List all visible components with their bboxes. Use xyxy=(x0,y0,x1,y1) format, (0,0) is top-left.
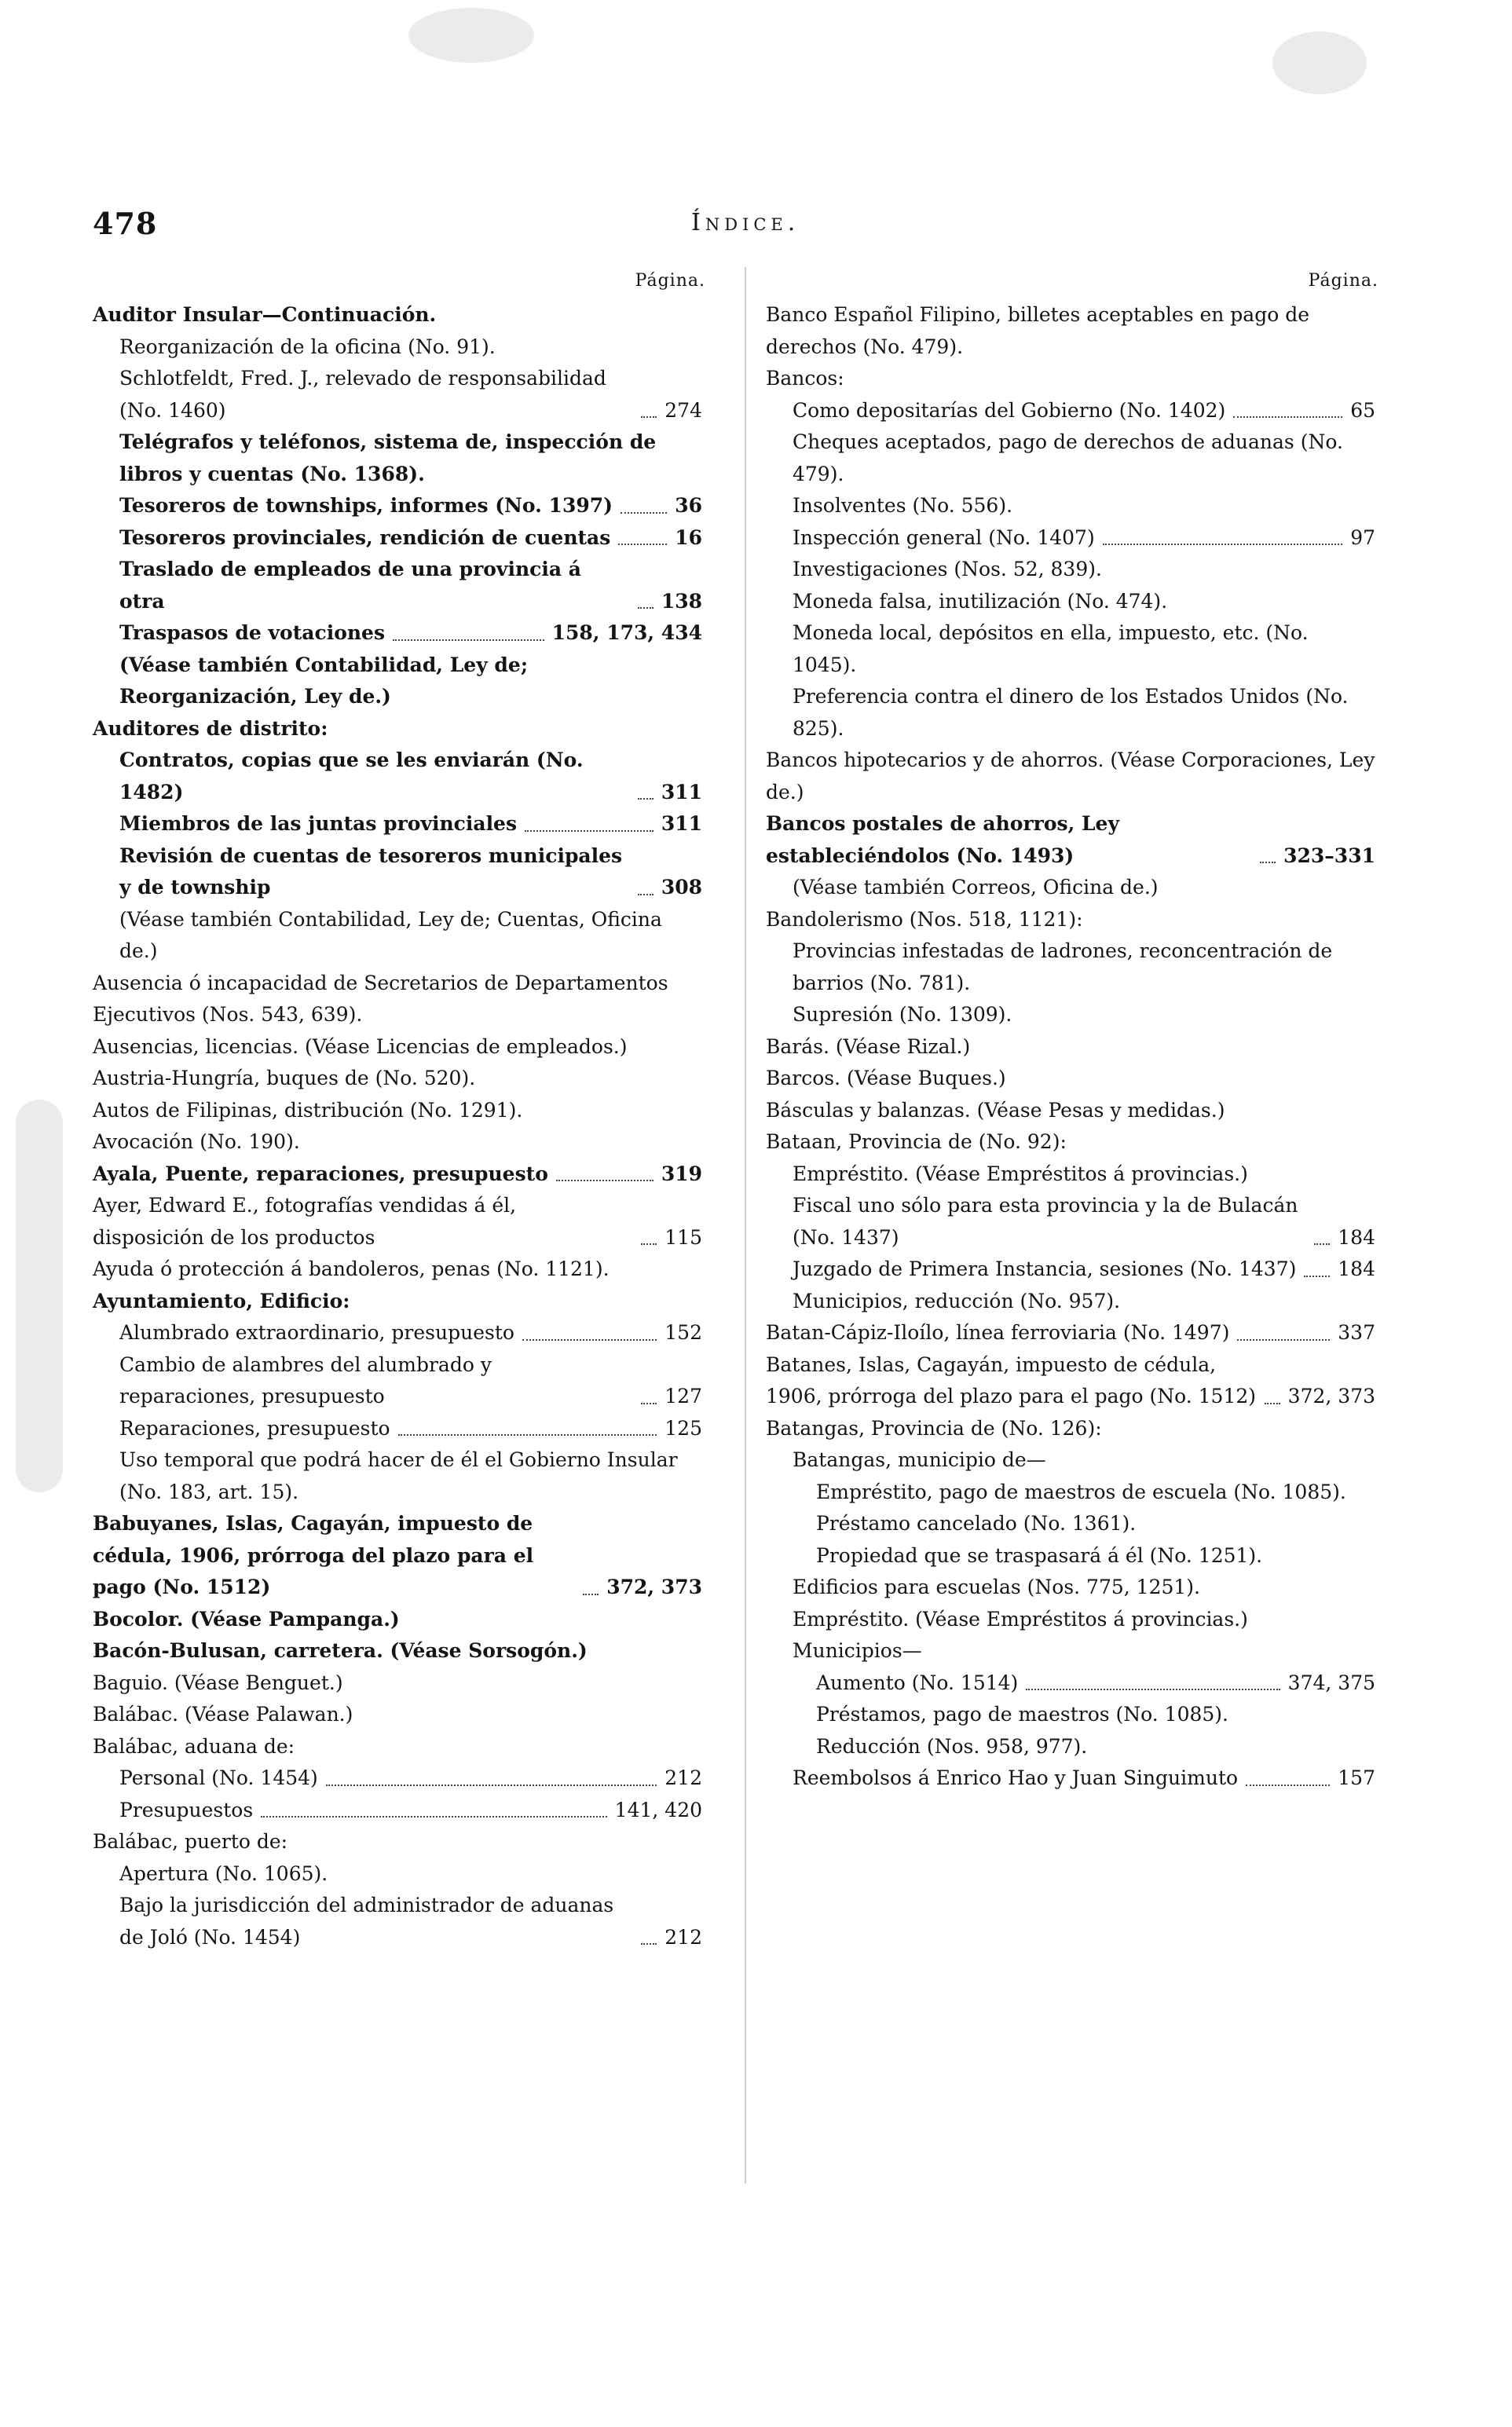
entry-page-number: 323–331 xyxy=(1283,844,1375,867)
index-entry xyxy=(766,1126,1378,1159)
entry-page-number: 152 xyxy=(664,1321,702,1344)
entry-text: (Véase también Correos, Oficina de.) xyxy=(793,876,1159,899)
index-entry xyxy=(93,1699,705,1731)
entry-text: Banco Español Filipino, billetes aceptables en pago de derechos (No. 479). xyxy=(766,303,1310,358)
entry-text: Supresión (No. 1309). xyxy=(793,1003,1012,1026)
index-entry xyxy=(766,745,1378,808)
entry-text: Tesoreros provinciales, rendición de cuentas xyxy=(119,525,611,549)
page-column-label: Página. xyxy=(1308,271,1378,291)
index-entry xyxy=(766,1731,1378,1763)
index-entry xyxy=(766,1190,1378,1254)
dot-leader xyxy=(1314,1243,1330,1245)
entry-text: Schlotfeldt, Fred. J., relevado de responsabilidad (No. 1460) xyxy=(119,367,606,422)
entry-text: Básculas y balanzas. (Véase Pesas y medidas.) xyxy=(766,1098,1225,1122)
entry-text: Ayuda ó protección á bandoleros, penas (No. 1121). xyxy=(93,1257,610,1280)
entry-text: Insolventes (No. 556). xyxy=(793,494,1013,517)
entry-text: Bandolerismo (Nos. 518, 1121): xyxy=(766,907,1083,931)
index-entry xyxy=(93,331,705,364)
dot-leader xyxy=(641,1943,657,1945)
index-entry xyxy=(766,1063,1378,1095)
entry-text: Batanes, Islas, Cagayán, impuesto de cédula, 1906, prórroga del plazo para el pago (No. 1512) xyxy=(766,1353,1257,1408)
index-entry xyxy=(766,1286,1378,1318)
index-entry xyxy=(766,1254,1378,1286)
entry-text: Ausencias, licencias. (Véase Licencias de empleados.) xyxy=(93,1034,628,1058)
entry-page-number: 274 xyxy=(664,398,702,422)
index-entry xyxy=(766,935,1378,999)
dot-leader xyxy=(326,1785,657,1786)
scan-stain xyxy=(16,1100,63,1492)
index-entry xyxy=(93,713,705,745)
index-entry xyxy=(93,1349,705,1413)
dot-leader xyxy=(641,1403,657,1404)
entry-page-number: 319 xyxy=(661,1162,702,1185)
entry-text: Ayuntamiento, Edificio: xyxy=(93,1289,350,1312)
entry-text: Austria-Hungría, buques de (No. 520). xyxy=(93,1067,476,1089)
index-entry xyxy=(766,1667,1378,1700)
index-entry xyxy=(766,490,1378,522)
entry-text: Bancos: xyxy=(766,367,844,390)
index-entry xyxy=(93,617,705,650)
dot-leader xyxy=(1246,1785,1330,1786)
dot-leader xyxy=(641,1243,657,1245)
index-entry xyxy=(93,1635,705,1667)
index-entry xyxy=(93,650,705,713)
index-entry xyxy=(766,1699,1378,1731)
entry-page-number: 212 xyxy=(664,1925,702,1949)
entry-text: Bancos postales de ahorros, Ley estableciéndolos (No. 1493) xyxy=(766,812,1119,867)
column-divider xyxy=(745,267,746,2184)
index-entry xyxy=(766,554,1378,586)
entry-text: Balábac, aduana de: xyxy=(93,1734,295,1758)
index-entry xyxy=(93,490,705,522)
entry-text: Fiscal uno sólo para esta provincia y la de Bulacán (No. 1437) xyxy=(793,1194,1298,1249)
entry-text: Contratos, copias que se les enviarán (No. 1482) xyxy=(119,749,584,804)
index-entry xyxy=(93,1254,705,1286)
entry-text: Batangas, municipio de— xyxy=(793,1448,1046,1471)
index-entry xyxy=(766,1477,1378,1509)
entry-text: Municipios— xyxy=(793,1639,922,1662)
entry-text: Apertura (No. 1065). xyxy=(119,1861,328,1885)
entry-text: Presupuestos xyxy=(119,1798,254,1821)
entry-text: Reducción (Nos. 958, 977). xyxy=(816,1734,1088,1758)
index-entry xyxy=(93,1031,705,1063)
entry-page-number: 308 xyxy=(661,876,702,899)
entry-text: (Véase también Contabilidad, Ley de; Reorganización, Ley de.) xyxy=(119,653,529,708)
entry-text: Traslado de empleados de una provincia á otra xyxy=(119,558,581,613)
entry-page-number: 374, 375 xyxy=(1287,1671,1375,1694)
index-entry xyxy=(766,1317,1378,1349)
index-entry xyxy=(93,1286,705,1318)
entry-text: Empréstito. (Véase Empréstitos á provincias.) xyxy=(793,1607,1248,1631)
entry-text: Empréstito. (Véase Empréstitos á provincias.) xyxy=(793,1162,1248,1185)
left-column xyxy=(93,271,705,1953)
entry-text: Auditor Insular—Continuación. xyxy=(93,303,437,326)
dot-leader xyxy=(398,1434,657,1436)
entry-text: Telégrafos y teléfonos, sistema de, inspección de libros y cuentas (No. 1368). xyxy=(119,430,657,485)
index-entry xyxy=(93,1317,705,1349)
scan-stain xyxy=(1272,31,1367,94)
entry-page-number: 16 xyxy=(675,525,702,549)
entry-page-number: 127 xyxy=(664,1385,702,1408)
index-entry xyxy=(766,1763,1378,1795)
page-column-label: Página. xyxy=(635,271,705,291)
running-head: Índice. xyxy=(691,209,800,236)
entry-text: Miembros de las juntas provinciales xyxy=(119,812,518,835)
index-entry xyxy=(93,808,705,840)
entry-text: Preferencia contra el dinero de los Estados Unidos (No. 825). xyxy=(793,685,1349,740)
index-entry xyxy=(93,299,705,331)
index-entry xyxy=(766,617,1378,681)
right-column xyxy=(766,271,1378,1795)
entry-text: Bancos hipotecarios y de ahorros. (Véase Corporaciones, Ley de.) xyxy=(766,749,1375,804)
dot-leader xyxy=(1233,416,1342,418)
index-entry xyxy=(93,554,705,617)
index-entry xyxy=(93,1795,705,1827)
index-entry xyxy=(93,1508,705,1604)
entry-page-number: 184 xyxy=(1338,1257,1375,1280)
entry-text: Alumbrado extraordinario, presupuesto xyxy=(119,1321,514,1344)
dot-leader xyxy=(1026,1689,1280,1690)
index-entry xyxy=(766,299,1378,363)
entry-text: Barás. (Véase Rizal.) xyxy=(766,1034,971,1058)
index-entry xyxy=(93,1731,705,1763)
entry-page-number: 337 xyxy=(1338,1321,1375,1344)
index-entry xyxy=(93,1063,705,1095)
entry-text: Batangas, Provincia de (No. 126): xyxy=(766,1416,1102,1440)
index-entry xyxy=(766,1159,1378,1191)
entry-page-number: 141, 420 xyxy=(614,1798,702,1821)
dot-leader xyxy=(261,1816,607,1818)
dot-leader xyxy=(638,798,653,800)
index-entry xyxy=(93,1667,705,1700)
entry-text: Moneda falsa, inutilización (No. 474). xyxy=(793,589,1168,613)
entry-page-number: 157 xyxy=(1338,1766,1375,1789)
entry-text: Baguio. (Véase Benguet.) xyxy=(93,1671,343,1694)
index-entry xyxy=(93,1126,705,1159)
entry-text: Moneda local, depósitos en ella, impuesto, etc. (No. 1045). xyxy=(793,621,1309,676)
index-entry xyxy=(93,1858,705,1891)
scan-stain xyxy=(408,8,534,63)
entry-text: Municipios, reducción (No. 957). xyxy=(793,1289,1121,1312)
dot-leader xyxy=(556,1180,653,1181)
index-entry xyxy=(766,1349,1378,1413)
index-entry xyxy=(93,904,705,968)
index-entry xyxy=(93,745,705,808)
entry-text: Traspasos de votaciones xyxy=(119,621,386,644)
entry-text: Autos de Filipinas, distribución (No. 1291). xyxy=(93,1098,523,1122)
entry-text: Avocación (No. 190). xyxy=(93,1130,300,1153)
entry-text: Cheques aceptados, pago de derechos de aduanas (No. 479). xyxy=(793,430,1343,485)
index-entry xyxy=(93,1413,705,1445)
index-list xyxy=(766,299,1378,1795)
entry-text: Reorganización de la oficina (No. 91). xyxy=(119,335,496,358)
entry-page-number: 212 xyxy=(664,1766,702,1789)
index-list xyxy=(93,299,705,1953)
index-entry xyxy=(93,840,705,904)
index-entry xyxy=(766,999,1378,1031)
dot-leader xyxy=(638,607,653,609)
entry-text: Ausencia ó incapacidad de Secretarios de Departamentos Ejecutivos (Nos. 543, 639). xyxy=(93,971,668,1026)
dot-leader xyxy=(522,1339,657,1341)
index-entry xyxy=(93,363,705,426)
index-entry xyxy=(93,426,705,490)
entry-page-number: 372, 373 xyxy=(606,1576,702,1598)
entry-page-number: 158, 173, 434 xyxy=(551,621,702,644)
index-entry xyxy=(766,395,1378,427)
index-entry xyxy=(766,1031,1378,1063)
entry-page-number: 372, 373 xyxy=(1287,1385,1375,1408)
entry-page-number: 125 xyxy=(664,1416,702,1440)
dot-leader xyxy=(583,1594,599,1595)
index-entry xyxy=(93,1604,705,1636)
index-entry xyxy=(766,363,1378,395)
entry-page-number: 184 xyxy=(1338,1225,1375,1249)
dot-leader xyxy=(1265,1403,1280,1404)
entry-text: Auditores de distrito: xyxy=(93,716,328,740)
entry-text: (Véase también Contabilidad, Ley de; Cuentas, Oficina de.) xyxy=(119,907,662,962)
entry-text: Préstamo cancelado (No. 1361). xyxy=(816,1512,1137,1535)
entry-text: Empréstito, pago de maestros de escuela (No. 1085). xyxy=(816,1480,1346,1503)
dot-leader xyxy=(1237,1339,1330,1341)
index-entry xyxy=(93,1826,705,1858)
index-entry xyxy=(93,1763,705,1795)
index-entry xyxy=(766,808,1378,872)
entry-text: Aumento (No. 1514) xyxy=(816,1671,1019,1694)
entry-text: Reparaciones, presupuesto xyxy=(119,1416,390,1440)
entry-page-number: 97 xyxy=(1350,525,1375,549)
entry-page-number: 65 xyxy=(1350,398,1375,422)
dot-leader xyxy=(621,512,667,514)
index-entry xyxy=(93,968,705,1031)
dot-leader xyxy=(618,544,667,545)
index-entry xyxy=(766,872,1378,904)
page-number: 478 xyxy=(93,206,158,241)
entry-text: Ayala, Puente, reparaciones, presupuesto xyxy=(93,1162,548,1185)
entry-text: Como depositarías del Gobierno (No. 1402) xyxy=(793,398,1226,422)
dot-leader xyxy=(1304,1276,1330,1277)
entry-text: Bajo la jurisdicción del administrador de aduanas de Joló (No. 1454) xyxy=(119,1894,614,1949)
index-entry xyxy=(93,1095,705,1127)
index-entry xyxy=(766,681,1378,745)
dot-leader xyxy=(1103,544,1342,545)
entry-text: Barcos. (Véase Buques.) xyxy=(766,1067,1006,1089)
entry-text: Reembolsos á Enrico Hao y Juan Singuimuto xyxy=(793,1766,1239,1789)
dot-leader xyxy=(641,416,657,418)
entry-text: Uso temporal que podrá hacer de él el Gobierno Insular (No. 183, art. 15). xyxy=(119,1448,678,1503)
entry-text: Bocolor. (Véase Pampanga.) xyxy=(93,1607,400,1631)
index-entry xyxy=(766,1444,1378,1477)
dot-leader xyxy=(525,830,653,832)
entry-text: Inspección general (No. 1407) xyxy=(793,525,1095,549)
entry-text: Bataan, Provincia de (No. 92): xyxy=(766,1130,1067,1153)
index-entry xyxy=(766,1413,1378,1445)
dot-leader xyxy=(638,894,653,895)
index-entry xyxy=(766,1604,1378,1636)
entry-page-number: 138 xyxy=(661,589,702,613)
entry-text: Juzgado de Primera Instancia, sesiones (No. 1437) xyxy=(793,1257,1297,1280)
index-entry xyxy=(766,586,1378,618)
entry-text: Personal (No. 1454) xyxy=(119,1766,318,1789)
index-entry xyxy=(93,522,705,555)
entry-page-number: 311 xyxy=(661,812,702,835)
index-entry xyxy=(93,1890,705,1953)
index-entry xyxy=(766,522,1378,555)
entry-text: Cambio de alambres del alumbrado y reparaciones, presupuesto xyxy=(119,1353,492,1408)
index-entry xyxy=(93,1444,705,1508)
index-entry xyxy=(766,1508,1378,1540)
index-entry xyxy=(766,1540,1378,1572)
index-entry xyxy=(766,426,1378,490)
index-entry xyxy=(93,1159,705,1191)
entry-page-number: 115 xyxy=(664,1225,702,1249)
entry-text: Edificios para escuelas (Nos. 775, 1251). xyxy=(793,1576,1200,1598)
entry-text: Ayer, Edward E., fotografías vendidas á él, disposición de los productos xyxy=(93,1194,517,1249)
entry-text: Préstamos, pago de maestros (No. 1085). xyxy=(816,1703,1228,1726)
entry-text: Bacón-Bulusan, carretera. (Véase Sorsogón.) xyxy=(93,1639,588,1662)
entry-text: Revisión de cuentas de tesoreros municipales y de township xyxy=(119,844,623,899)
entry-page-number: 36 xyxy=(675,494,702,517)
entry-page-number: 311 xyxy=(661,780,702,804)
index-entry xyxy=(766,1095,1378,1127)
dot-leader xyxy=(393,639,544,641)
entry-text: Provincias infestadas de ladrones, reconcentración de barrios (No. 781). xyxy=(793,939,1333,994)
entry-text: Tesoreros de townships, informes (No. 1397) xyxy=(119,494,613,517)
index-entry xyxy=(93,1190,705,1254)
entry-text: Investigaciones (Nos. 52, 839). xyxy=(793,558,1102,580)
entry-text: Propiedad que se traspasará á él (No. 1251). xyxy=(816,1543,1263,1567)
index-entry xyxy=(766,1635,1378,1667)
entry-text: Balábac, puerto de: xyxy=(93,1830,288,1853)
index-entry xyxy=(766,1572,1378,1604)
entry-text: Batan-Cápiz-Iloílo, línea ferroviaria (No. 1497) xyxy=(766,1321,1230,1344)
dot-leader xyxy=(1260,862,1276,863)
entry-text: Babuyanes, Islas, Cagayán, impuesto de cédula, 1906, prórroga del plazo para el pago (No. 1512) xyxy=(93,1512,534,1598)
entry-text: Balábac. (Véase Palawan.) xyxy=(93,1703,353,1726)
index-entry xyxy=(766,904,1378,936)
